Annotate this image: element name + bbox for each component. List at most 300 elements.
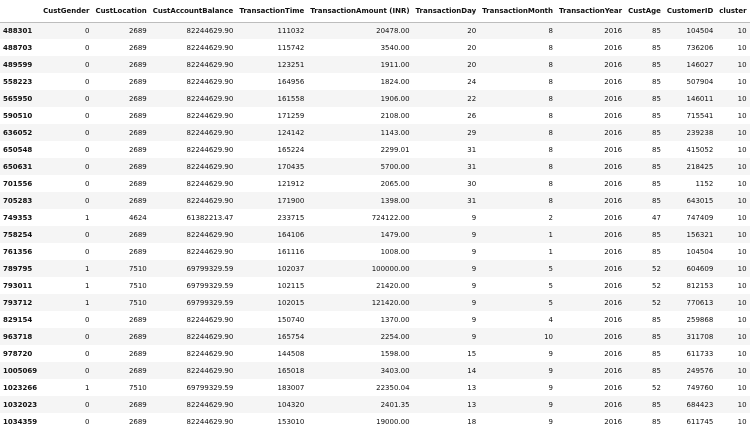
column-header-custlocation: CustLocation	[92, 0, 149, 22]
cell-transaction-month: 8	[548, 26, 554, 35]
cell-transaction-day: 29	[467, 128, 477, 137]
cell-transaction-time: 124142	[277, 128, 305, 137]
table-row	[0, 226, 750, 243]
cell-cust-account-balance: 82244629.90	[186, 77, 234, 86]
cell-transaction-time: 123251	[277, 60, 305, 69]
row-index: 793011	[3, 281, 33, 290]
cell-cust-age: 85	[652, 26, 661, 35]
cell-transaction-amount: 19000.00	[376, 417, 410, 426]
table-row	[0, 56, 750, 73]
cell-cust-gender: 0	[84, 94, 90, 103]
cell-cluster: 10	[737, 26, 747, 35]
table-row	[0, 209, 750, 226]
column-header-transactionamount: TransactionAmount (INR)	[307, 0, 412, 22]
cell-transaction-time: 161558	[277, 94, 305, 103]
cell-cust-age: 85	[652, 179, 661, 188]
cell-cluster: 10	[737, 196, 747, 205]
cell-cust-location: 2689	[128, 196, 147, 205]
cell-transaction-month: 8	[548, 111, 554, 120]
table-row	[0, 413, 750, 430]
cell-cust-gender: 0	[84, 196, 90, 205]
row-index: 758254	[3, 230, 33, 239]
table-row	[0, 107, 750, 124]
cell-transaction-amount: 2401.35	[380, 400, 410, 409]
cell-transaction-amount: 20478.00	[376, 26, 410, 35]
cell-customer-id: 156321	[686, 230, 714, 239]
cell-cluster: 10	[737, 349, 747, 358]
cell-customer-id: 104504	[686, 26, 714, 35]
cell-cust-gender: 0	[84, 128, 90, 137]
row-index: 978720	[3, 349, 33, 358]
cell-transaction-day: 13	[467, 383, 477, 392]
cell-transaction-time: 171900	[277, 196, 305, 205]
cell-cust-account-balance: 69799329.59	[186, 281, 234, 290]
cell-cluster: 10	[737, 281, 747, 290]
cell-cluster: 10	[737, 128, 747, 137]
cell-cust-location: 2689	[128, 111, 147, 120]
cell-transaction-day: 9	[471, 298, 477, 307]
cell-cluster: 10	[737, 43, 747, 52]
cell-transaction-day: 13	[467, 400, 477, 409]
cell-cust-gender: 0	[84, 230, 90, 239]
cell-transaction-amount: 1398.00	[380, 196, 410, 205]
cell-cust-account-balance: 82244629.90	[186, 349, 234, 358]
row-index: 488301	[3, 26, 33, 35]
cell-cust-gender: 0	[84, 111, 90, 120]
table-row	[0, 22, 750, 39]
cell-cust-account-balance: 69799329.59	[186, 298, 234, 307]
row-index: 1034359	[3, 417, 38, 426]
cell-cust-location: 2689	[128, 315, 147, 324]
cell-customer-id: 415052	[686, 145, 714, 154]
cell-cust-age: 85	[652, 366, 661, 375]
cell-transaction-year: 2016	[604, 162, 623, 171]
cell-transaction-amount: 1479.00	[380, 230, 410, 239]
cell-cluster: 10	[737, 94, 747, 103]
cell-cust-location: 4624	[128, 213, 147, 222]
cell-transaction-amount: 2299.01	[380, 145, 410, 154]
column-header-cluster: cluster	[716, 0, 749, 22]
cell-transaction-time: 144508	[277, 349, 305, 358]
cell-cust-location: 2689	[128, 162, 147, 171]
cell-cust-account-balance: 82244629.90	[186, 145, 234, 154]
cell-transaction-amount: 3540.00	[380, 43, 410, 52]
row-index: 1032023	[3, 400, 38, 409]
cell-cust-gender: 0	[84, 349, 90, 358]
cell-cust-account-balance: 82244629.90	[186, 332, 234, 341]
cell-customer-id: 749760	[686, 383, 714, 392]
cell-transaction-amount: 2254.00	[380, 332, 410, 341]
header-row	[0, 0, 750, 22]
row-index: 650548	[3, 145, 33, 154]
cell-cust-gender: 1	[84, 383, 90, 392]
cell-transaction-amount: 3403.00	[380, 366, 410, 375]
cell-transaction-amount: 1906.00	[380, 94, 410, 103]
cell-customer-id: 507904	[686, 77, 714, 86]
cell-transaction-month: 8	[548, 94, 554, 103]
cell-cust-account-balance: 82244629.90	[186, 43, 234, 52]
cell-cust-gender: 1	[84, 298, 90, 307]
cell-transaction-day: 30	[467, 179, 477, 188]
cell-transaction-day: 9	[471, 281, 477, 290]
cell-cust-account-balance: 69799329.59	[186, 264, 234, 273]
cell-transaction-amount: 1598.00	[380, 349, 410, 358]
cell-transaction-year: 2016	[604, 77, 623, 86]
cell-cust-account-balance: 82244629.90	[186, 128, 234, 137]
cell-customer-id: 218425	[686, 162, 714, 171]
table-row	[0, 362, 750, 379]
cell-transaction-time: 183007	[277, 383, 305, 392]
cell-transaction-amount: 2108.00	[380, 111, 410, 120]
cell-cluster: 10	[737, 77, 747, 86]
cell-transaction-day: 31	[467, 145, 477, 154]
cell-cluster: 10	[737, 383, 747, 392]
cell-cust-age: 85	[652, 247, 661, 256]
cell-cluster: 10	[737, 213, 747, 222]
cell-transaction-time: 170435	[277, 162, 305, 171]
cell-customer-id: 643015	[686, 196, 714, 205]
cell-cust-location: 2689	[128, 247, 147, 256]
table-row	[0, 277, 750, 294]
cell-cust-age: 85	[652, 315, 661, 324]
cell-cluster: 10	[737, 247, 747, 256]
cell-cust-age: 85	[652, 128, 661, 137]
cell-transaction-day: 9	[471, 315, 477, 324]
cell-transaction-amount: 1008.00	[380, 247, 410, 256]
cell-transaction-month: 5	[548, 264, 554, 273]
cell-cust-age: 85	[652, 400, 661, 409]
cell-transaction-year: 2016	[604, 264, 623, 273]
table-row	[0, 345, 750, 362]
cell-cust-account-balance: 82244629.90	[186, 60, 234, 69]
cell-cust-gender: 0	[84, 77, 90, 86]
cell-transaction-time: 115742	[277, 43, 305, 52]
cell-customer-id: 259868	[686, 315, 714, 324]
row-index: 829154	[3, 315, 33, 324]
cell-cust-gender: 0	[84, 417, 90, 426]
cell-cust-account-balance: 82244629.90	[186, 26, 234, 35]
cell-cust-age: 85	[652, 417, 661, 426]
cell-cust-location: 2689	[128, 332, 147, 341]
cell-cust-location: 2689	[128, 417, 147, 426]
cell-transaction-amount: 5700.00	[380, 162, 410, 171]
index-header	[0, 0, 40, 22]
cell-cust-age: 85	[652, 332, 661, 341]
cell-cust-age: 52	[652, 298, 661, 307]
column-header-customerid: CustomerID	[664, 0, 716, 22]
cell-transaction-year: 2016	[604, 213, 623, 222]
cell-cust-account-balance: 82244629.90	[186, 111, 234, 120]
cell-cust-account-balance: 82244629.90	[186, 162, 234, 171]
table-row	[0, 243, 750, 260]
cell-cluster: 10	[737, 145, 747, 154]
cell-cust-gender: 0	[84, 43, 90, 52]
cell-cust-age: 85	[652, 230, 661, 239]
cell-transaction-year: 2016	[604, 60, 623, 69]
cell-customer-id: 611733	[686, 349, 714, 358]
column-header-custgender: CustGender	[40, 0, 92, 22]
cell-transaction-amount: 121420.00	[371, 298, 410, 307]
table-row	[0, 294, 750, 311]
cell-transaction-time: 171259	[277, 111, 305, 120]
column-header-transactionyear: TransactionYear	[556, 0, 625, 22]
cell-transaction-year: 2016	[604, 417, 623, 426]
cell-transaction-year: 2016	[604, 179, 623, 188]
row-index: 749353	[3, 213, 33, 222]
cell-customer-id: 146011	[686, 94, 714, 103]
cell-cluster: 10	[737, 162, 747, 171]
cell-cust-gender: 0	[84, 145, 90, 154]
cell-transaction-time: 111032	[277, 26, 305, 35]
cell-cust-account-balance: 69799329.59	[186, 383, 234, 392]
cell-cust-gender: 1	[84, 281, 90, 290]
cell-cluster: 10	[737, 60, 747, 69]
cell-transaction-month: 9	[548, 400, 554, 409]
cell-customer-id: 747409	[686, 213, 714, 222]
table-row	[0, 90, 750, 107]
cell-cust-account-balance: 82244629.90	[186, 417, 234, 426]
table-row	[0, 328, 750, 345]
cell-customer-id: 736206	[686, 43, 714, 52]
row-index: 558223	[3, 77, 33, 86]
cell-cluster: 10	[737, 417, 747, 426]
cell-cluster: 10	[737, 111, 747, 120]
cell-customer-id: 611745	[686, 417, 714, 426]
cell-transaction-month: 1	[548, 230, 554, 239]
table-row	[0, 379, 750, 396]
cell-customer-id: 770613	[686, 298, 714, 307]
cell-transaction-day: 18	[467, 417, 477, 426]
cell-transaction-year: 2016	[604, 400, 623, 409]
column-header-transactiontime: TransactionTime	[236, 0, 307, 22]
cell-transaction-time: 161116	[277, 247, 305, 256]
table-row	[0, 192, 750, 209]
cell-cust-gender: 0	[84, 60, 90, 69]
cell-cust-account-balance: 82244629.90	[186, 400, 234, 409]
row-index: 789795	[3, 264, 33, 273]
cell-transaction-time: 164106	[277, 230, 305, 239]
cell-transaction-time: 165754	[277, 332, 305, 341]
cell-cust-location: 2689	[128, 43, 147, 52]
cell-transaction-amount: 724122.00	[371, 213, 410, 222]
cell-transaction-month: 1	[548, 247, 554, 256]
row-index: 761356	[3, 247, 33, 256]
cell-transaction-month: 5	[548, 298, 554, 307]
cell-cust-location: 7510	[128, 383, 147, 392]
row-index: 793712	[3, 298, 33, 307]
cell-transaction-time: 153010	[277, 417, 305, 426]
cell-cust-gender: 1	[84, 264, 90, 273]
column-header-custaccountbalance: CustAccountBalance	[150, 0, 237, 22]
cell-transaction-amount: 21420.00	[376, 281, 410, 290]
cell-transaction-year: 2016	[604, 298, 623, 307]
cell-cust-account-balance: 82244629.90	[186, 179, 234, 188]
cell-transaction-month: 8	[548, 60, 554, 69]
cell-cust-account-balance: 82244629.90	[186, 247, 234, 256]
cell-cust-gender: 0	[84, 315, 90, 324]
cell-cust-location: 2689	[128, 179, 147, 188]
cell-cust-location: 2689	[128, 128, 147, 137]
cell-cust-account-balance: 82244629.90	[186, 94, 234, 103]
table-row	[0, 158, 750, 175]
cell-cust-location: 2689	[128, 60, 147, 69]
cell-cust-gender: 0	[84, 400, 90, 409]
cell-cust-gender: 0	[84, 366, 90, 375]
cell-transaction-year: 2016	[604, 366, 623, 375]
cell-transaction-amount: 1370.00	[380, 315, 410, 324]
cell-transaction-month: 9	[548, 383, 554, 392]
cell-cust-age: 85	[652, 77, 661, 86]
table-row	[0, 311, 750, 328]
cell-transaction-month: 8	[548, 145, 554, 154]
cell-customer-id: 812153	[686, 281, 714, 290]
cell-transaction-day: 31	[467, 196, 477, 205]
cell-cust-age: 52	[652, 281, 661, 290]
cell-customer-id: 249576	[686, 366, 714, 375]
table-row	[0, 73, 750, 90]
cell-cust-age: 85	[652, 162, 661, 171]
cell-transaction-year: 2016	[604, 281, 623, 290]
cell-transaction-month: 4	[548, 315, 554, 324]
cell-customer-id: 311708	[686, 332, 714, 341]
cell-transaction-month: 8	[548, 43, 554, 52]
table-row	[0, 141, 750, 158]
cell-cluster: 10	[737, 264, 747, 273]
cell-transaction-time: 104320	[277, 400, 305, 409]
cell-cust-age: 85	[652, 60, 661, 69]
cell-transaction-time: 164956	[277, 77, 305, 86]
cell-transaction-month: 9	[548, 349, 554, 358]
cell-customer-id: 1152	[695, 179, 714, 188]
cell-transaction-month: 8	[548, 162, 554, 171]
cell-cust-location: 2689	[128, 400, 147, 409]
table-row	[0, 396, 750, 413]
row-index: 1005069	[3, 366, 38, 375]
cell-transaction-day: 15	[467, 349, 477, 358]
cell-transaction-year: 2016	[604, 128, 623, 137]
cell-cust-age: 85	[652, 196, 661, 205]
cell-transaction-year: 2016	[604, 145, 623, 154]
cell-cust-location: 2689	[128, 366, 147, 375]
column-header-custage: CustAge	[625, 0, 664, 22]
cell-transaction-year: 2016	[604, 247, 623, 256]
cell-cust-location: 2689	[128, 26, 147, 35]
table-row	[0, 260, 750, 277]
cell-cust-gender: 1	[84, 213, 90, 222]
column-header-transactionmonth: TransactionMonth	[479, 0, 556, 22]
cell-cust-age: 47	[652, 213, 661, 222]
cell-transaction-month: 10	[544, 332, 554, 341]
cell-cust-account-balance: 61382213.47	[186, 213, 234, 222]
cell-transaction-time: 102015	[277, 298, 305, 307]
cell-transaction-day: 9	[471, 264, 477, 273]
row-index: 701556	[3, 179, 33, 188]
row-index: 489599	[3, 60, 33, 69]
cell-transaction-day: 9	[471, 247, 477, 256]
cell-transaction-amount: 1824.00	[380, 77, 410, 86]
column-header-transactionday: TransactionDay	[413, 0, 480, 22]
cell-cust-location: 2689	[128, 230, 147, 239]
cell-transaction-day: 20	[467, 26, 477, 35]
cell-transaction-month: 9	[548, 366, 554, 375]
cell-transaction-year: 2016	[604, 315, 623, 324]
cell-cust-location: 7510	[128, 298, 147, 307]
cell-cluster: 10	[737, 230, 747, 239]
cell-transaction-amount: 2065.00	[380, 179, 410, 188]
cell-cust-gender: 0	[84, 179, 90, 188]
cell-transaction-amount: 100000.00	[371, 264, 410, 273]
cell-cust-gender: 0	[84, 26, 90, 35]
cell-cust-account-balance: 82244629.90	[186, 366, 234, 375]
cell-transaction-time: 121912	[277, 179, 305, 188]
cell-transaction-year: 2016	[604, 43, 623, 52]
table-row	[0, 175, 750, 192]
cell-transaction-year: 2016	[604, 94, 623, 103]
row-index: 963718	[3, 332, 33, 341]
cell-transaction-time: 150740	[277, 315, 305, 324]
cell-transaction-year: 2016	[604, 230, 623, 239]
table-header	[0, 0, 750, 22]
cell-transaction-amount: 1911.00	[380, 60, 410, 69]
cell-customer-id: 715541	[686, 111, 714, 120]
cell-transaction-month: 8	[548, 179, 554, 188]
cell-cust-age: 85	[652, 94, 661, 103]
cell-transaction-month: 8	[548, 77, 554, 86]
cell-transaction-day: 31	[467, 162, 477, 171]
cell-customer-id: 604609	[686, 264, 714, 273]
cell-cluster: 10	[737, 400, 747, 409]
cell-transaction-year: 2016	[604, 196, 623, 205]
cell-cust-age: 52	[652, 383, 661, 392]
cell-cluster: 10	[737, 179, 747, 188]
cell-transaction-day: 24	[467, 77, 477, 86]
cell-customer-id: 239238	[686, 128, 714, 137]
cell-transaction-time: 165018	[277, 366, 305, 375]
cell-cust-account-balance: 82244629.90	[186, 315, 234, 324]
cell-cust-location: 2689	[128, 77, 147, 86]
cell-transaction-year: 2016	[604, 332, 623, 341]
table-row	[0, 39, 750, 56]
cell-transaction-time: 165224	[277, 145, 305, 154]
cell-cust-location: 7510	[128, 281, 147, 290]
cell-transaction-day: 9	[471, 230, 477, 239]
cell-cust-location: 2689	[128, 349, 147, 358]
cell-transaction-day: 14	[467, 366, 477, 375]
row-index: 590510	[3, 111, 33, 120]
cell-customer-id: 146027	[686, 60, 714, 69]
cell-cust-location: 7510	[128, 264, 147, 273]
cell-transaction-day: 20	[467, 43, 477, 52]
cell-transaction-time: 233715	[277, 213, 305, 222]
cell-transaction-day: 22	[467, 94, 477, 103]
cell-transaction-amount: 22350.04	[376, 383, 410, 392]
cell-cust-gender: 0	[84, 332, 90, 341]
row-index: 705283	[3, 196, 33, 205]
cell-transaction-year: 2016	[604, 111, 623, 120]
cell-transaction-time: 102115	[277, 281, 305, 290]
cell-transaction-year: 2016	[604, 383, 623, 392]
cell-cust-age: 85	[652, 349, 661, 358]
cell-cluster: 10	[737, 332, 747, 341]
row-index: 565950	[3, 94, 33, 103]
cell-cust-location: 2689	[128, 94, 147, 103]
cell-transaction-month: 8	[548, 128, 554, 137]
cell-cust-age: 85	[652, 43, 661, 52]
cell-transaction-day: 9	[471, 332, 477, 341]
row-index: 636052	[3, 128, 33, 137]
cell-cluster: 10	[737, 315, 747, 324]
table-body	[0, 22, 750, 430]
